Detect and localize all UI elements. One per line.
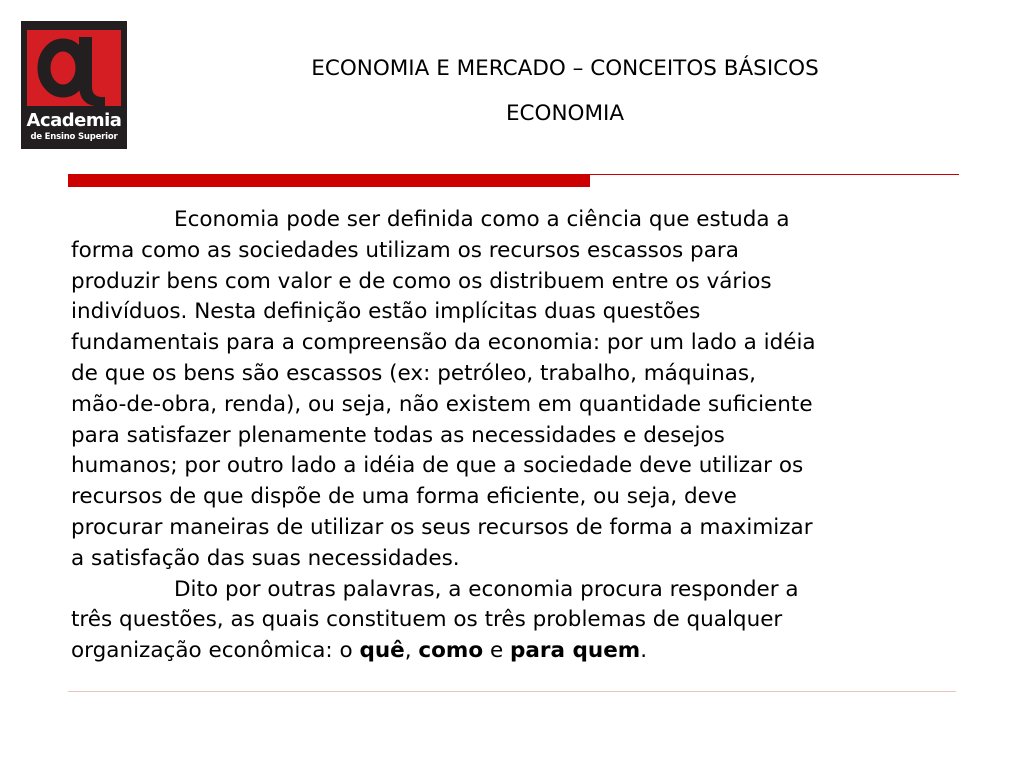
paragraph-last-line [71, 636, 971, 667]
text-segment: organização econômica: o [71, 638, 360, 664]
footer-divider [68, 691, 956, 692]
divider-thin-line [590, 174, 959, 175]
bold-term-como: como [418, 638, 484, 664]
text-segment: e [483, 638, 511, 664]
logo-tagline: de Ensino Superior [30, 132, 118, 142]
paragraph-line: humanos; por outro lado a idéia de que a sociedade deve utilizar os [71, 453, 804, 479]
paragraph-line: três questões, as quais constituem os três problemas de qualquer [71, 607, 783, 633]
alpha-mark-icon [21, 21, 127, 111]
bold-term-para-quem: para quem [510, 638, 641, 664]
bold-term-que: quê [359, 638, 405, 664]
paragraph-line: Economia pode ser definida como a ciência que estuda a [174, 207, 790, 232]
paragraph-line: indivíduos. Nesta definição estão implícitas duas questões [71, 299, 701, 325]
paragraph-line: produzir bens com valor e de como os distribuem entre os vários [71, 268, 772, 294]
page-title: ECONOMIA E MERCADO – CONCEITOS BÁSICOS [311, 56, 819, 81]
academia-logo [21, 21, 127, 149]
page-subtitle: ECONOMIA [505, 101, 625, 126]
paragraph-line: a satisfação das suas necessidades. [71, 545, 460, 571]
paragraph-line: procurar maneiras de utilizar os seus recursos de forma a maximizar [71, 514, 813, 540]
paragraph-line: recursos de que dispõe de uma forma eficiente, ou seja, deve [71, 484, 737, 510]
paragraph-line: para satisfazer plenamente todas as necessidades e desejos [71, 422, 725, 448]
paragraph-line: de que os bens são escassos (ex: petróleo, trabalho, máquinas, [71, 360, 756, 386]
text-segment: . [640, 638, 648, 664]
logo-wordmark: Academia [26, 110, 122, 131]
divider-thick-bar [68, 174, 590, 187]
paragraph-line: mão-de-obra, renda), ou seja, não existem em quantidade suficiente [71, 391, 813, 417]
paragraph-line: forma como as sociedades utilizam os recursos escassos para [71, 237, 739, 263]
paragraph-line: fundamentais para a compreensão da economia: por um lado a idéia [71, 330, 816, 356]
paragraph-line: Dito por outras palavras, a economia procura responder a [174, 576, 799, 602]
title-divider [68, 174, 959, 188]
body-text [71, 205, 971, 667]
text-segment: , [404, 638, 419, 664]
